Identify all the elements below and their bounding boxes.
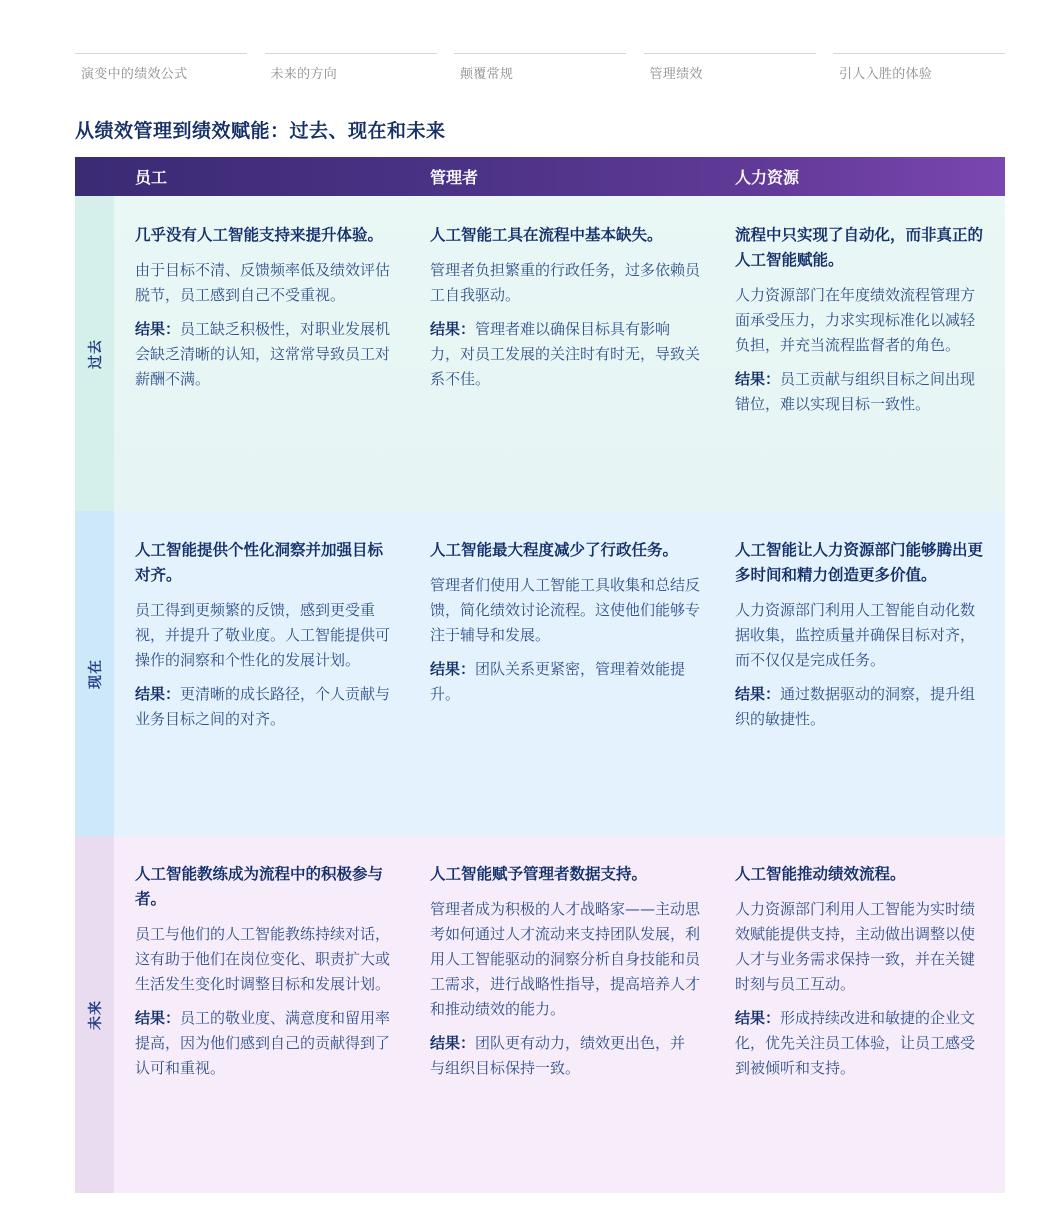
row-label-text: 未来: [87, 999, 104, 1030]
cell-future-hr: [714, 836, 1005, 1193]
cell-result: [735, 1006, 987, 1081]
row-label-text: 现在: [87, 658, 104, 689]
cell-heading: 人工智能推动绩效流程。: [735, 865, 906, 883]
row-label-future: [75, 836, 114, 1193]
result-label: 结果：: [135, 320, 181, 338]
cell-body: 人力资源部门利用人工智能自动化数据收集，监控质量并确保目标对齐，而不仅仅是完成任务。: [735, 601, 976, 669]
result-text: 团队关系更紧密，管理着效能提升。: [430, 660, 686, 703]
cell-now-hr: [714, 511, 1005, 836]
result-label: 结果：: [135, 1009, 181, 1027]
result-label: 结果：: [430, 320, 476, 338]
cell-future-manager: [409, 836, 714, 1193]
nav-item-label: 管理绩效: [649, 67, 703, 82]
nav-item-future-direction[interactable]: [265, 53, 437, 82]
result-text: 员工缺乏积极性，对职业发展机会缺乏清晰的认知，这常常导致员工对薪酬不满。: [135, 320, 391, 388]
nav-item-manage-performance[interactable]: [644, 53, 816, 82]
row-cells: [114, 196, 1005, 511]
nav-item-label: 引人入胜的体验: [839, 67, 933, 82]
cell-heading: 人工智能提供个性化洞察并加强目标对齐。: [135, 541, 384, 584]
result-label: 结果：: [735, 370, 781, 388]
nav-item-label: 演变中的绩效公式: [81, 67, 188, 82]
row-label-now: [75, 511, 114, 836]
cell-result: [430, 1031, 700, 1081]
cell-body: 管理者成为积极的人才战略家——主动思考如何通过人才流动来支持团队发展，利用人工智能驱动的洞察分析自身技能和员工需求，进行战略性指导，提高培养人才和推动绩效的能力。: [430, 900, 701, 1018]
cell-heading: 人工智能最大程度减少了行政任务。: [430, 541, 679, 559]
nav-item-disrupt-norms[interactable]: [454, 53, 626, 82]
result-label: 结果：: [430, 1034, 476, 1052]
cell-result: [430, 317, 700, 392]
cell-now-manager: [409, 511, 714, 836]
cell-heading: 人工智能让人力资源部门能够腾出更多时间和精力创造更多价值。: [735, 541, 984, 584]
result-text: 团队更有动力，绩效更出色，并与组织目标保持一致。: [430, 1034, 686, 1077]
result-label: 结果：: [135, 685, 181, 703]
cell-past-manager: [409, 196, 714, 511]
result-label: 结果：: [735, 1009, 781, 1027]
cell-body: 人力资源部门利用人工智能为实时绩效赋能提供支持，主动做出调整以使人才与业务需求保持一致，并在关键时刻与员工互动。: [735, 900, 976, 993]
cell-result: [135, 317, 395, 392]
result-text: 更清晰的成长路径，个人贡献与业务目标之间的对齐。: [135, 685, 391, 728]
result-text: 形成持续改进和敏捷的企业文化，优先关注员工体验，让员工感受到被倾听和支持。: [735, 1009, 976, 1077]
table-header: [75, 157, 1005, 196]
cell-body: 管理者们使用人工智能工具收集和总结反馈，简化绩效讨论流程。这使他们能够专注于辅导和发展。: [430, 576, 701, 644]
table-row-past: [75, 196, 1005, 511]
result-text: 通过数据驱动的洞察，提升组织的敏捷性。: [735, 685, 976, 728]
nav-item-label: 未来的方向: [270, 67, 338, 82]
row-label-text: 过去: [87, 338, 104, 369]
result-label: 结果：: [430, 660, 476, 678]
cell-heading: 人工智能赋予管理者数据支持。: [430, 865, 648, 883]
cell-future-employee: [114, 836, 409, 1193]
result-label: 结果：: [735, 685, 781, 703]
cell-result: [430, 657, 700, 707]
result-text: 员工贡献与组织目标之间出现错位，难以实现目标一致性。: [735, 370, 976, 413]
row-label-past: [75, 196, 114, 511]
cell-body: 管理者负担繁重的行政任务，过多依赖员工自我驱动。: [430, 261, 701, 304]
comparison-table: [75, 157, 1005, 1193]
section-nav: [75, 53, 1005, 82]
column-header-hr: 人力资源: [735, 168, 800, 187]
cell-past-hr: [714, 196, 1005, 511]
cell-body: 由于目标不清、反馈频率低及绩效评估脱节，员工感到自己不受重视。: [135, 261, 391, 304]
cell-result: [135, 682, 395, 732]
cell-result: [735, 682, 987, 732]
result-text: 管理者难以确保目标具有影响力，对员工发展的关注时有时无，导致关系不佳。: [430, 320, 701, 388]
table-row-now: [75, 511, 1005, 836]
result-text: 员工的敬业度、满意度和留用率提高，因为他们感到自己的贡献得到了认可和重视。: [135, 1009, 391, 1077]
cell-result: [735, 367, 987, 417]
cell-body: 员工得到更频繁的反馈，感到更受重视，并提升了敬业度。人工智能提供可操作的洞察和个性化的发展计划。: [135, 601, 391, 669]
row-cells: [114, 836, 1005, 1193]
nav-item-label: 颠覆常规: [460, 67, 514, 82]
cell-result: [135, 1006, 395, 1081]
page-title: 从绩效管理到绩效赋能：过去、现在和未来: [75, 120, 446, 142]
cell-heading: 几乎没有人工智能支持来提升体验。: [135, 226, 384, 244]
nav-item-evolving-formula[interactable]: [75, 53, 247, 82]
cell-now-employee: [114, 511, 409, 836]
cell-heading: 人工智能工具在流程中基本缺失。: [430, 226, 663, 244]
nav-item-engaging-experience[interactable]: [833, 53, 1005, 82]
table-row-future: [75, 836, 1005, 1193]
cell-heading: 人工智能教练成为流程中的积极参与者。: [135, 865, 384, 908]
cell-body: 人力资源部门在年度绩效流程管理方面承受压力，力求实现标准化以减轻负担，并充当流程监督者的角色。: [735, 286, 976, 354]
cell-heading: 流程中只实现了自动化，而非真正的人工智能赋能。: [735, 226, 984, 269]
cell-body: 员工与他们的人工智能教练持续对话，这有助于他们在岗位变化、职责扩大或生活发生变化时调整目标和发展计划。: [135, 925, 391, 993]
row-cells: [114, 511, 1005, 836]
column-header-employee: 员工: [135, 168, 168, 187]
column-header-manager: 管理者: [430, 168, 479, 187]
cell-past-employee: [114, 196, 409, 511]
